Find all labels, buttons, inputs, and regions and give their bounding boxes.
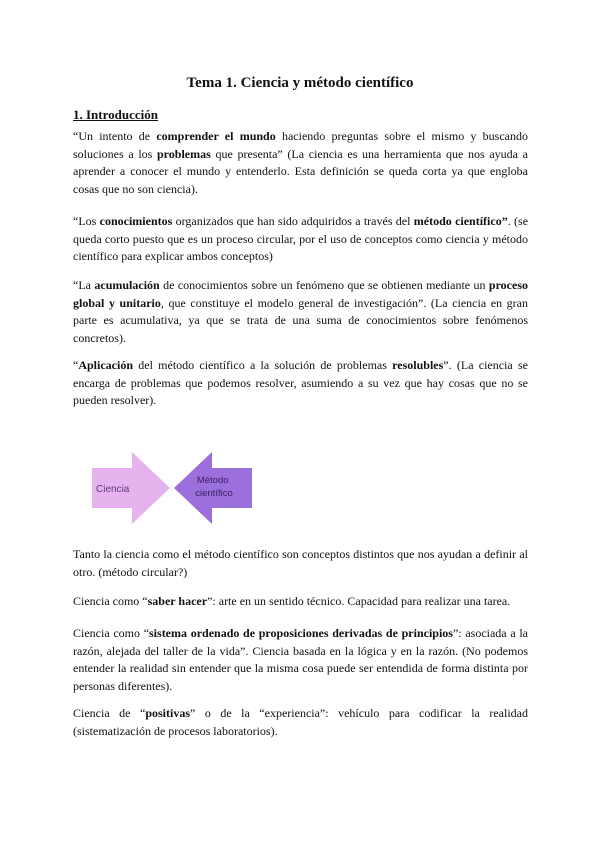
paragraph-positivas (73, 705, 528, 740)
paragraph-definition-3 (73, 277, 528, 347)
bold-term: conocimientos (99, 214, 173, 228)
text-run: ”. (La ciencia se encarga de problemas que podemos resolver, asumiendo a su vez que hay cosas que no se pueden resolver). (73, 358, 528, 407)
text-run: haciendo preguntas sobre el mismo y buscando soluciones a los (73, 129, 528, 161)
bold-term: positivas (145, 706, 190, 720)
bold-term: sistema ordenado de proposiciones derivadas de principios (149, 626, 453, 640)
science-method-diagram (92, 452, 252, 524)
bold-term: acumulación (94, 278, 160, 292)
text-run: , que constituye el modelo general de investigación”. (La ciencia en gran parte es acumulativa, ya que se trata de una suma de conocimientos sobre fenómenos concretos). (73, 295, 528, 345)
bold-term: comprender el mundo (156, 129, 276, 143)
text-run: Ciencia de “ (73, 706, 146, 720)
paragraph-definition-1 (73, 128, 528, 198)
text-run: ” o de la “experiencia”: vehículo para codificar la realidad (sistematización de procesos laboratorios). (73, 706, 528, 738)
text-run: ”: asociada a la razón, alejada del taller de la vida”. Ciencia basada en la lógica y en la razón. (No podemos entender la realidad sin entender que la misma cosa puede ser entendida de forma distinta por personas diferentes). (73, 626, 528, 693)
text-run: de conocimientos sobre un fenómeno que se obtienen mediante un (159, 278, 489, 292)
paragraph-definition-2 (73, 213, 528, 266)
text-run: del método científico a la solución de problemas (133, 358, 393, 372)
bold-term: problemas (157, 146, 211, 161)
paragraph-circular (73, 546, 528, 581)
page-title: Tema 1. Ciencia y método científico (186, 75, 414, 91)
text-run: “La (73, 278, 95, 292)
text-run: . (se queda corto puesto que es un proceso circular, por el uso de conceptos como ciencia y método científico para explicar ambos conceptos) (73, 214, 529, 263)
bold-term: Aplicación (78, 358, 133, 372)
paragraph-saber-hacer (73, 593, 528, 611)
section-heading: 1. Introducción (73, 107, 158, 122)
text-run: Ciencia como “ (73, 626, 150, 640)
metodo-arrow-label: Método científico (195, 475, 233, 499)
paragraph-definition-4 (73, 357, 528, 410)
text-run: Tanto la ciencia como el método científico son conceptos distintos que nos ayudan a definir al otro. (método circular?) (73, 547, 528, 579)
bold-term: método científico” (413, 214, 508, 228)
text-run: “ (73, 358, 79, 372)
text-run: organizados que han sido adquiridos a través del (172, 214, 414, 228)
text-run: ”: arte en un sentido técnico. Capacidad para realizar una tarea. (207, 594, 511, 608)
bold-term: saber hacer (147, 594, 208, 608)
bold-term: resolubles (392, 358, 444, 372)
text-run: que presenta” (La ciencia es una herramienta que nos ayuda a aprender a conocer el mundo y entenderlo. Esta definición se queda corta ya que engloba cosas que no son ciencia). (73, 146, 528, 196)
text-run: “Un intento de (73, 129, 157, 143)
bold-term: proceso global y unitario (73, 278, 528, 310)
text-run: “Los (73, 214, 100, 228)
paragraph-sistema-ordenado (73, 625, 528, 695)
ciencia-arrow-label: Ciencia (96, 484, 130, 495)
text-run: Ciencia como “ (73, 594, 148, 608)
